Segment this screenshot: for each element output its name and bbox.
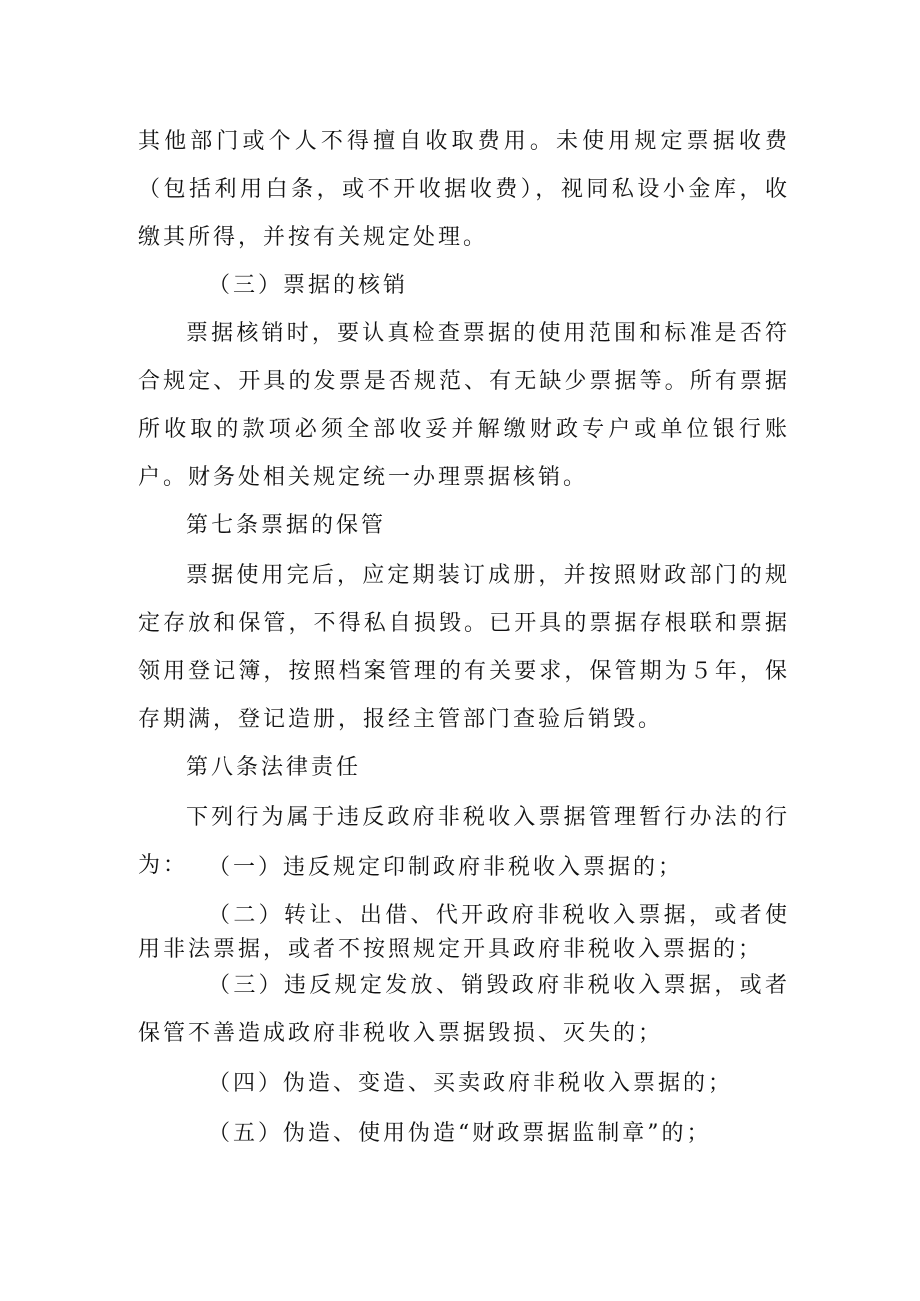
heading-voucher-writeoff: （三）票据的核销 <box>208 273 409 298</box>
paragraph-writeoff-rules: 票据核销时，要认真检查票据的使用范围和标准是否符合规定、开具的发票是否规范、有无缺少票据等。所有票据所收取的款项必须全部收妥并解缴财政专户或单位银行账户。财务处相关规定统一办理票据核销。 <box>138 321 790 490</box>
list-item-violation-1: （一）违反规定印制政府非税收入票据的； <box>208 855 684 880</box>
list-item-violation-5: （五）伪造、使用伪造“财政票据监制章”的； <box>208 1121 712 1146</box>
heading-article-8: 第八条法律责任 <box>186 755 362 780</box>
list-item-violation-3: （三）违反规定发放、销毁政府非税收入票据，或者保管不善造成政府非税收入票据毁损、灭失的； <box>138 973 790 1046</box>
list-item-violation-4: （四）伪造、变造、买卖政府非税收入票据的； <box>208 1071 734 1096</box>
heading-article-7: 第七条票据的保管 <box>186 513 387 538</box>
paragraph-violations-intro: 下列行为属于违反政府非税收入票据管理暂行办法的行为： <box>138 805 790 878</box>
paragraph-storage-rules: 票据使用完后，应定期装订成册，并按照财政部门的规定存放和保管，不得私自损毁。已开具的票据存根联和票据领用登记簿，按照档案管理的有关要求，保管期为５年，保存期满，登记造册，报经主管部门查验后销毁。 <box>138 563 790 732</box>
paragraph-fee-collection: 其他部门或个人不得擅自收取费用。未使用规定票据收费（包括利用白条，或不开收据收费），视同私设小金库，收缴其所得，并按有关规定处理。 <box>138 129 790 250</box>
list-item-violation-2: （二）转让、出借、代开政府非税收入票据，或者使用非法票据，或者不按照规定开具政府非税收入票据的； <box>138 903 790 962</box>
